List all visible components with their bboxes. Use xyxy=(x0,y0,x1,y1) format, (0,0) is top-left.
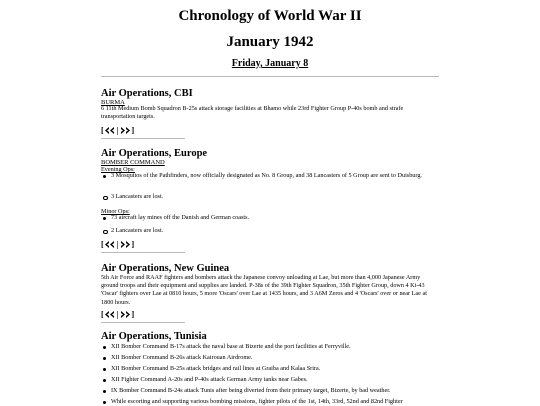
section-nav: [ | ] xyxy=(101,310,135,319)
bullet-icon xyxy=(103,368,106,371)
cbi-text: 6 11th Medium Bomb Squadron B-25s attack storage facilities at Bhamo while 23rd Fighter Group P-40s bomb and strafe transportation targets. xyxy=(101,105,404,121)
bullet-icon xyxy=(103,379,106,382)
command-label-bomber-command: BOMBER COMMAND xyxy=(101,159,165,166)
month-heading: January 1942 xyxy=(226,34,314,50)
command-label-burma: BURMA xyxy=(101,99,125,106)
section-heading-new-guinea: Air Operations, New Guinea xyxy=(101,263,230,274)
divider xyxy=(101,322,185,323)
circle-bullet-icon xyxy=(103,196,108,201)
evening-ops-label: Evening Ops: xyxy=(101,166,135,173)
section-heading-cbi: Air Operations, CBI xyxy=(101,88,193,99)
double-chevron-left-icon xyxy=(105,127,115,134)
section-nav: [ | ] xyxy=(101,240,135,249)
section-heading-europe: Air Operations, Europe xyxy=(101,148,208,159)
double-chevron-left-icon xyxy=(105,241,115,248)
bullet-icon xyxy=(103,390,106,393)
divider xyxy=(101,76,439,77)
section-heading-tunisia: Air Operations, Tunisia xyxy=(101,331,207,342)
double-chevron-right-icon xyxy=(120,127,130,134)
prev-link[interactable] xyxy=(105,311,115,318)
new-guinea-text: 5th Air Force and RAAF fighters and bombers attack the Japanese convoy unloading at Lae, but more than 4,000 Japanese Army ground troops and their equipment and supplies are landed. P-38s of the 39th Fighter Squadron, 35th Fighter Group, down 4 Ki-43 'Oscar' fighters over Lae at 0810 hours, 5 more 'Oscars' over Lae at 1435 hours, and 3 A6M Zeros and 4 'Oscars' over or near Lae at 1800 hours. xyxy=(101,274,427,306)
bullet-icon xyxy=(103,217,106,220)
double-chevron-right-icon xyxy=(120,311,130,318)
next-link[interactable] xyxy=(120,241,130,248)
bullet-icon xyxy=(103,346,106,349)
day-heading[interactable]: Friday, January 8 xyxy=(231,58,309,69)
divider xyxy=(101,252,185,253)
section-nav: [ | ] xyxy=(101,126,135,135)
bullet-icon xyxy=(103,401,106,404)
double-chevron-right-icon xyxy=(120,241,130,248)
divider xyxy=(101,138,185,139)
next-link[interactable] xyxy=(120,311,130,318)
minor-ops-label: Minor Ops: xyxy=(101,208,130,215)
bullet-icon xyxy=(103,175,106,178)
next-link[interactable] xyxy=(120,127,130,134)
bullet-icon xyxy=(103,357,106,360)
prev-link[interactable] xyxy=(105,241,115,248)
circle-bullet-icon xyxy=(103,230,108,235)
prev-link[interactable] xyxy=(105,127,115,134)
page-title: Chronology of World War II xyxy=(178,8,362,24)
double-chevron-left-icon xyxy=(105,311,115,318)
